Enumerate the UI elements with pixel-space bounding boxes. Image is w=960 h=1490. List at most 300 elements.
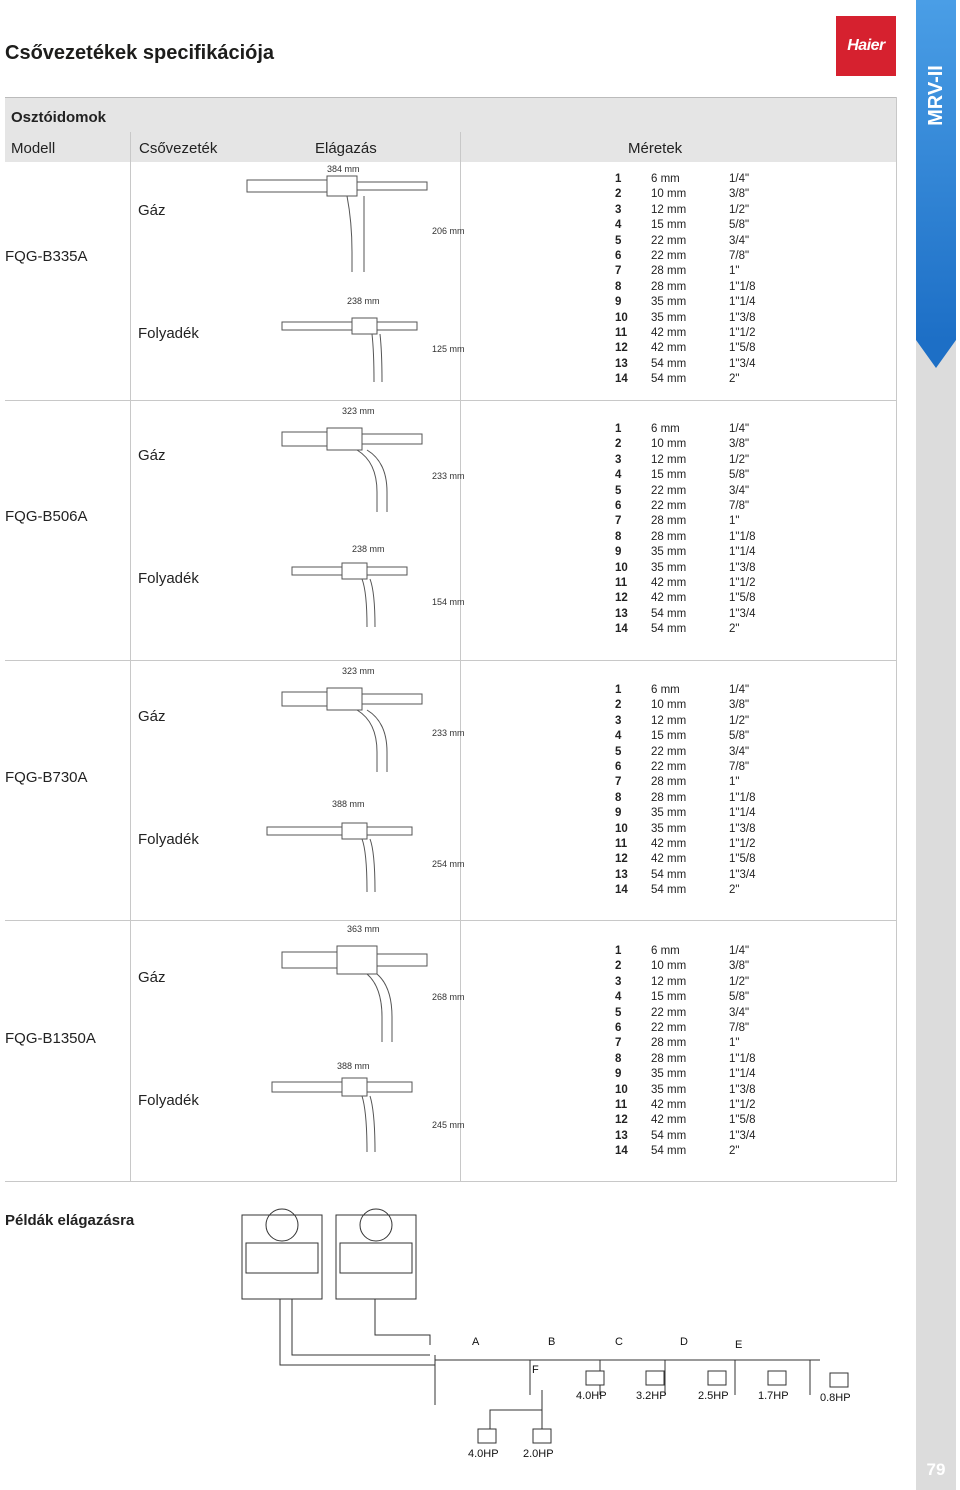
size-mm: 35 mm xyxy=(651,807,687,820)
size-inch: 1/4" xyxy=(729,423,750,435)
size-mm: 54 mm xyxy=(651,868,687,881)
size-row xyxy=(615,341,755,356)
size-mm: 15 mm xyxy=(651,219,687,232)
size-mm: 54 mm xyxy=(651,373,687,386)
size-number: 8 xyxy=(615,1052,622,1065)
size-inch: 1" xyxy=(729,1037,740,1050)
size-number: 14 xyxy=(615,623,628,636)
size-row xyxy=(615,622,755,637)
size-mm: 28 mm xyxy=(651,776,687,789)
size-row xyxy=(615,729,755,744)
size-mm: 42 mm xyxy=(651,577,687,590)
size-inch: 1"5/8 xyxy=(729,592,756,605)
size-mm: 54 mm xyxy=(651,607,687,620)
branch-letter-label: E xyxy=(735,1339,743,1351)
model-name: FQG-B1350A xyxy=(5,1030,96,1047)
size-inch: 1"1/4 xyxy=(729,546,756,559)
size-mm: 10 mm xyxy=(651,188,687,201)
size-number: 13 xyxy=(615,357,628,370)
size-row xyxy=(615,249,755,264)
size-number: 2 xyxy=(615,960,622,973)
size-number: 6 xyxy=(615,1022,622,1035)
size-inch: 1/2" xyxy=(729,453,750,466)
size-number: 2 xyxy=(615,699,622,712)
size-inch: 3/8" xyxy=(729,438,750,451)
size-inch: 2" xyxy=(729,884,740,897)
size-mm: 12 mm xyxy=(651,453,687,466)
gas-height-label: 268 mm xyxy=(432,992,465,1002)
examples-title: Példák elágazásra xyxy=(5,1212,135,1229)
gas-height-label: 206 mm xyxy=(432,226,465,236)
size-mm: 22 mm xyxy=(651,745,687,758)
size-mm: 42 mm xyxy=(651,853,687,866)
size-row xyxy=(615,1083,755,1098)
size-mm: 22 mm xyxy=(651,234,687,247)
size-number: 3 xyxy=(615,203,622,216)
indoor-unit-icon xyxy=(830,1373,848,1387)
size-inch: 1"1/8 xyxy=(729,791,756,804)
size-number: 10 xyxy=(615,1083,628,1096)
size-mm: 12 mm xyxy=(651,714,687,727)
size-inch: 1/4" xyxy=(729,945,750,957)
size-mm: 54 mm xyxy=(651,357,687,370)
size-table xyxy=(615,422,755,638)
size-mm: 22 mm xyxy=(651,484,687,497)
size-number: 3 xyxy=(615,714,622,727)
size-row xyxy=(615,172,755,187)
size-row xyxy=(615,1006,755,1021)
indoor-unit-capacity: 2.0HP xyxy=(523,1448,554,1460)
size-inch: 3/8" xyxy=(729,699,750,712)
size-row xyxy=(615,1144,755,1159)
size-number: 11 xyxy=(615,1099,628,1112)
size-mm: 12 mm xyxy=(651,203,687,216)
liquid-length-label: 388 mm xyxy=(337,1061,370,1071)
size-number: 9 xyxy=(615,1068,622,1081)
size-mm: 42 mm xyxy=(651,1114,687,1127)
size-number: 7 xyxy=(615,1037,622,1050)
pipe-gas-label: Gáz xyxy=(138,447,166,464)
fan-icon xyxy=(360,1209,392,1241)
size-number: 11 xyxy=(615,327,628,340)
size-row xyxy=(615,1021,755,1036)
size-mm: 42 mm xyxy=(651,342,687,355)
size-number: 3 xyxy=(615,975,622,988)
size-number: 12 xyxy=(615,342,628,355)
size-inch: 1"3/4 xyxy=(729,868,756,881)
size-number: 1 xyxy=(615,684,622,696)
size-number: 10 xyxy=(615,561,628,574)
size-inch: 7/8" xyxy=(729,250,750,263)
size-number: 14 xyxy=(615,373,628,386)
side-label: MRV-II xyxy=(924,64,947,126)
size-row xyxy=(615,868,755,883)
size-inch: 1"5/8 xyxy=(729,342,756,355)
size-row xyxy=(615,311,755,326)
size-inch: 2" xyxy=(729,623,740,636)
size-inch: 7/8" xyxy=(729,500,750,513)
size-row xyxy=(615,468,755,483)
outdoor-unit xyxy=(242,1215,322,1299)
size-number: 4 xyxy=(615,991,622,1004)
size-row xyxy=(615,806,755,821)
size-mm: 42 mm xyxy=(651,1099,687,1112)
size-inch: 1/2" xyxy=(729,714,750,727)
size-row xyxy=(615,187,755,202)
size-inch: 1"3/4 xyxy=(729,607,756,620)
col-dimensions: Méretek xyxy=(628,140,683,157)
indoor-unit-capacity: 2.5HP xyxy=(698,1390,729,1402)
indoor-unit-icon xyxy=(478,1429,496,1443)
size-mm: 35 mm xyxy=(651,1083,687,1096)
branch-letter-label: A xyxy=(472,1336,480,1348)
size-number: 8 xyxy=(615,530,622,543)
side-band-tip xyxy=(916,340,956,368)
size-mm: 15 mm xyxy=(651,730,687,743)
size-inch: 1/2" xyxy=(729,203,750,216)
size-row xyxy=(615,280,755,295)
size-mm: 42 mm xyxy=(651,327,687,340)
size-number: 5 xyxy=(615,234,622,247)
size-row xyxy=(615,683,755,698)
size-number: 3 xyxy=(615,453,622,466)
size-inch: 3/4" xyxy=(729,1006,750,1019)
size-number: 11 xyxy=(615,577,628,590)
size-mm: 15 mm xyxy=(651,991,687,1004)
size-mm: 6 mm xyxy=(651,684,680,696)
size-row xyxy=(615,591,755,606)
pipe-liquid-label: Folyadék xyxy=(138,325,199,342)
size-row xyxy=(615,698,755,713)
size-row xyxy=(615,218,755,233)
size-mm: 42 mm xyxy=(651,592,687,605)
branching-example-diagram xyxy=(230,1195,870,1475)
size-mm: 22 mm xyxy=(651,250,687,263)
size-row xyxy=(615,264,755,279)
size-inch: 1"1/2 xyxy=(729,577,756,590)
size-mm: 28 mm xyxy=(651,1052,687,1065)
liquid-length-label: 238 mm xyxy=(347,296,380,306)
size-number: 14 xyxy=(615,884,628,897)
size-mm: 28 mm xyxy=(651,791,687,804)
size-inch: 3/8" xyxy=(729,960,750,973)
size-inch: 1/2" xyxy=(729,975,750,988)
size-inch: 1" xyxy=(729,265,740,278)
branch-letter-label: D xyxy=(680,1336,688,1348)
section-title: Osztóidomok xyxy=(11,109,107,126)
size-number: 12 xyxy=(615,592,628,605)
branch-letter-label: B xyxy=(548,1336,556,1348)
size-mm: 28 mm xyxy=(651,515,687,528)
size-row xyxy=(615,791,755,806)
pipe-liquid-label: Folyadék xyxy=(138,570,199,587)
gas-length-label: 384 mm xyxy=(327,164,360,174)
size-number: 10 xyxy=(615,311,628,324)
size-mm: 35 mm xyxy=(651,1068,687,1081)
size-mm: 6 mm xyxy=(651,173,680,185)
size-number: 4 xyxy=(615,219,622,232)
size-inch: 1"3/8 xyxy=(729,311,756,324)
size-number: 12 xyxy=(615,1114,628,1127)
indoor-unit-capacity: 1.7HP xyxy=(758,1390,789,1402)
size-number: 4 xyxy=(615,469,622,482)
size-row xyxy=(615,372,755,387)
haier-logo: Haier xyxy=(836,16,896,76)
size-inch: 1" xyxy=(729,776,740,789)
branch-diagram xyxy=(232,162,465,398)
size-row xyxy=(615,944,755,959)
size-mm: 22 mm xyxy=(651,500,687,513)
size-row xyxy=(615,234,755,249)
size-mm: 35 mm xyxy=(651,561,687,574)
size-row xyxy=(615,745,755,760)
size-mm: 12 mm xyxy=(651,975,687,988)
liquid-length-label: 238 mm xyxy=(352,544,385,554)
size-mm: 54 mm xyxy=(651,1145,687,1158)
liquid-height-label: 245 mm xyxy=(432,1120,465,1130)
col-branch: Elágazás xyxy=(315,140,377,157)
size-number: 5 xyxy=(615,1006,622,1019)
size-mm: 54 mm xyxy=(651,884,687,897)
size-number: 1 xyxy=(615,945,622,957)
size-mm: 28 mm xyxy=(651,530,687,543)
col-model: Modell xyxy=(11,140,56,157)
size-number: 12 xyxy=(615,853,628,866)
size-table xyxy=(615,944,755,1160)
size-mm: 28 mm xyxy=(651,1037,687,1050)
size-inch: 1" xyxy=(729,515,740,528)
size-table xyxy=(615,172,755,388)
size-mm: 35 mm xyxy=(651,311,687,324)
size-row xyxy=(615,990,755,1005)
size-row xyxy=(615,422,755,437)
size-inch: 1"3/4 xyxy=(729,1129,756,1142)
size-row xyxy=(615,484,755,499)
size-inch: 1"1/8 xyxy=(729,530,756,543)
size-number: 4 xyxy=(615,730,622,743)
size-inch: 5/8" xyxy=(729,469,750,482)
size-mm: 15 mm xyxy=(651,469,687,482)
gas-length-label: 323 mm xyxy=(342,406,375,416)
model-name: FQG-B506A xyxy=(5,508,88,525)
size-row xyxy=(615,959,755,974)
size-inch: 1"5/8 xyxy=(729,853,756,866)
size-number: 9 xyxy=(615,296,622,309)
size-row xyxy=(615,1036,755,1051)
size-inch: 2" xyxy=(729,373,740,386)
size-mm: 28 mm xyxy=(651,265,687,278)
size-row xyxy=(615,1129,755,1144)
grid-line xyxy=(5,1181,896,1182)
size-inch: 1"3/8 xyxy=(729,561,756,574)
indoor-unit-icon xyxy=(586,1371,604,1385)
size-inch: 1"1/2 xyxy=(729,327,756,340)
liquid-height-label: 254 mm xyxy=(432,859,465,869)
size-row xyxy=(615,326,755,341)
model-name: FQG-B335A xyxy=(5,248,88,265)
branch-diagram xyxy=(232,402,465,658)
fan-icon xyxy=(266,1209,298,1241)
page-title: Csővezetékek specifikációja xyxy=(5,42,275,64)
size-number: 11 xyxy=(615,838,628,851)
size-row xyxy=(615,453,755,468)
section-header xyxy=(5,97,896,133)
size-number: 8 xyxy=(615,280,622,293)
size-row xyxy=(615,975,755,990)
size-number: 6 xyxy=(615,761,622,774)
size-inch: 7/8" xyxy=(729,1022,750,1035)
grid-line xyxy=(460,132,461,1182)
size-mm: 54 mm xyxy=(651,1129,687,1142)
size-number: 5 xyxy=(615,484,622,497)
branch-letter-label: C xyxy=(615,1336,623,1348)
size-mm: 10 mm xyxy=(651,960,687,973)
size-inch: 1"3/4 xyxy=(729,357,756,370)
size-mm: 28 mm xyxy=(651,280,687,293)
size-inch: 1"1/4 xyxy=(729,1068,756,1081)
liquid-height-label: 125 mm xyxy=(432,344,465,354)
size-row xyxy=(615,1052,755,1067)
size-mm: 22 mm xyxy=(651,1006,687,1019)
gas-height-label: 233 mm xyxy=(432,728,465,738)
size-mm: 22 mm xyxy=(651,1022,687,1035)
size-number: 1 xyxy=(615,423,622,435)
size-row xyxy=(615,576,755,591)
size-row xyxy=(615,822,755,837)
size-inch: 1"1/4 xyxy=(729,296,756,309)
size-number: 2 xyxy=(615,188,622,201)
size-row xyxy=(615,295,755,310)
indoor-unit-icon xyxy=(646,1371,664,1385)
size-number: 5 xyxy=(615,745,622,758)
size-mm: 10 mm xyxy=(651,699,687,712)
page-number: 79 xyxy=(926,1460,946,1479)
size-number: 13 xyxy=(615,607,628,620)
size-row xyxy=(615,545,755,560)
size-number: 14 xyxy=(615,1145,628,1158)
size-row xyxy=(615,530,755,545)
grid-line xyxy=(5,920,896,921)
size-mm: 6 mm xyxy=(651,423,680,435)
size-number: 2 xyxy=(615,438,622,451)
liquid-height-label: 154 mm xyxy=(432,597,465,607)
indoor-unit-icon xyxy=(768,1371,786,1385)
size-row xyxy=(615,760,755,775)
size-inch: 1/4" xyxy=(729,173,750,185)
indoor-unit-capacity: 4.0HP xyxy=(576,1390,607,1402)
size-row xyxy=(615,883,755,898)
grid-line xyxy=(5,660,896,661)
size-row xyxy=(615,203,755,218)
indoor-unit-capacity: 0.8HP xyxy=(820,1392,851,1404)
size-row xyxy=(615,357,755,372)
gas-height-label: 233 mm xyxy=(432,471,465,481)
size-row xyxy=(615,714,755,729)
size-number: 6 xyxy=(615,500,622,513)
size-number: 8 xyxy=(615,791,622,804)
size-table xyxy=(615,683,755,899)
size-number: 6 xyxy=(615,250,622,263)
size-row xyxy=(615,837,755,852)
col-pipe: Csővezeték xyxy=(139,140,218,157)
grid-line xyxy=(896,97,897,1182)
size-inch: 7/8" xyxy=(729,761,750,774)
pipe-gas-label: Gáz xyxy=(138,708,166,725)
size-row xyxy=(615,1098,755,1113)
size-inch: 3/4" xyxy=(729,745,750,758)
pipe-liquid-label: Folyadék xyxy=(138,1092,199,1109)
size-inch: 3/8" xyxy=(729,188,750,201)
size-row xyxy=(615,437,755,452)
size-inch: 3/4" xyxy=(729,234,750,247)
size-number: 7 xyxy=(615,776,622,789)
size-inch: 2" xyxy=(729,1145,740,1158)
size-inch: 1"1/2 xyxy=(729,1099,756,1112)
size-number: 7 xyxy=(615,515,622,528)
size-row xyxy=(615,1113,755,1128)
branch-diagram xyxy=(232,922,465,1178)
size-row xyxy=(615,775,755,790)
outdoor-unit xyxy=(336,1215,416,1299)
size-number: 10 xyxy=(615,822,628,835)
size-inch: 5/8" xyxy=(729,219,750,232)
pipe-liquid-label: Folyadék xyxy=(138,831,199,848)
size-inch: 1"3/8 xyxy=(729,1083,756,1096)
indoor-unit-icon xyxy=(533,1429,551,1443)
gas-length-label: 363 mm xyxy=(347,924,380,934)
size-inch: 1"1/8 xyxy=(729,1052,756,1065)
size-mm: 6 mm xyxy=(651,945,680,957)
branch-diagram xyxy=(232,662,465,918)
size-mm: 54 mm xyxy=(651,623,687,636)
size-inch: 5/8" xyxy=(729,730,750,743)
indoor-unit-capacity: 3.2HP xyxy=(636,1390,667,1402)
size-number: 1 xyxy=(615,173,622,185)
size-mm: 10 mm xyxy=(651,438,687,451)
size-inch: 1"1/8 xyxy=(729,280,756,293)
pipe-gas-label: Gáz xyxy=(138,202,166,219)
branch-letter-label: F xyxy=(532,1364,539,1376)
size-row xyxy=(615,852,755,867)
size-mm: 42 mm xyxy=(651,838,687,851)
grid-line xyxy=(5,400,896,401)
size-inch: 1"5/8 xyxy=(729,1114,756,1127)
size-mm: 22 mm xyxy=(651,761,687,774)
gas-length-label: 323 mm xyxy=(342,666,375,676)
size-inch: 1"3/8 xyxy=(729,822,756,835)
indoor-unit-icon xyxy=(708,1371,726,1385)
size-mm: 35 mm xyxy=(651,822,687,835)
size-row xyxy=(615,561,755,576)
size-inch: 1"1/4 xyxy=(729,807,756,820)
size-number: 13 xyxy=(615,1129,628,1142)
pipe-gas-label: Gáz xyxy=(138,969,166,986)
model-name: FQG-B730A xyxy=(5,769,88,786)
size-row xyxy=(615,1067,755,1082)
size-inch: 5/8" xyxy=(729,991,750,1004)
indoor-unit-capacity: 4.0HP xyxy=(468,1448,499,1460)
column-header xyxy=(5,132,896,162)
size-number: 7 xyxy=(615,265,622,278)
size-number: 9 xyxy=(615,807,622,820)
grid-line xyxy=(130,132,131,1182)
size-mm: 35 mm xyxy=(651,296,687,309)
size-row xyxy=(615,499,755,514)
size-number: 13 xyxy=(615,868,628,881)
size-inch: 1"1/2 xyxy=(729,838,756,851)
size-inch: 1/4" xyxy=(729,684,750,696)
size-row xyxy=(615,607,755,622)
